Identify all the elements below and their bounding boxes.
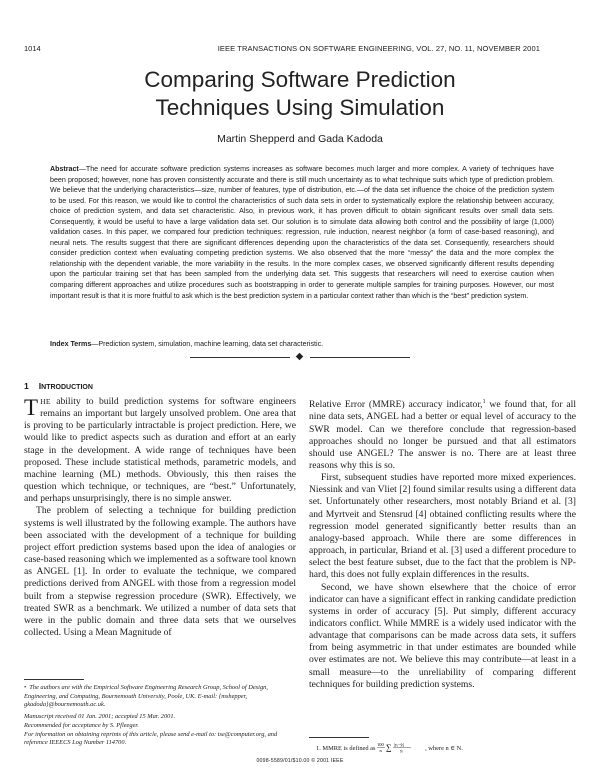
paragraph: The problem of selecting a technique for building prediction systems is well illustrated by the following example. The authors have been associated with the development of a technique for building project effort prediction systems based upon the idea of analogies or case-based reasoning which we implemented as a software tool known as ANGEL [1]. In order to evaluate the technique, we compared predictions derived from ANGEL with those from a regression model built from a stepwise regression procedure (SWR). Effectively, we treated SWR as a benchmark. We utilized a number of data sets that were in the public domain and three data sets that we ourselves collected. Using a Mean Magnitude of: [24, 505, 296, 638]
footnote-rule-right: [309, 737, 369, 738]
footnote-received: Manuscript received 01 Jan. 2001; accepted 15 Mar. 2001.: [24, 713, 176, 721]
abstract: [50, 164, 554, 301]
svg-text:100: 100: [377, 742, 384, 747]
section-number: 1: [24, 381, 29, 391]
footnote-affiliation: [24, 684, 296, 710]
abstract-label: Abstract: [50, 165, 79, 173]
left-column: [24, 396, 296, 676]
paragraph-text: Relative Error (MMRE) accuracy indicator,: [309, 399, 483, 411]
paragraph: First, subsequent studies have reported more mixed experiences. Niessink and van Vliet [2] found similar results using a different data set. Unfortunately other researchers, most notably Briand et al. [3] and Myrtveit and Stensrud [4] obtained conflicting results where the regression model generated significantly better results than an analogy-based approach. While there are some differences in approach, in particular, Briand et al. [3] used a different procedure to select the best feature subset, due to the fact that the problem is NP-hard, this does not fully explain differences in the results.: [309, 472, 576, 581]
svg-text:|yᵢ−ŷᵢ|: |yᵢ−ŷᵢ|: [394, 742, 405, 747]
footnote-number: 1.: [316, 745, 321, 752]
bullet-icon: •: [24, 684, 27, 691]
paragraph-text: ability to build prediction systems for software engineers remains an important but largely unsolved problem. One area that is proving to be particularly intractable is project prediction. Here, we would like to predict aspects such as duration and effort at an early stage in the development. A wide range of techniques have been proposed. These include statistical methods, parametric models, and machine learning (ML) methods. Obviously, this then raises the question which technique, or techniques, are “best.” Unfortunately, and perhaps unsurprisingly, there is no simple answer.: [24, 396, 296, 505]
copyright: 0098-5589/01/$10.00 © 2001 IEEE: [256, 758, 344, 764]
footnote-marker: 1: [482, 399, 486, 405]
index-terms-label: Index Terms: [50, 340, 92, 348]
paragraph: [309, 396, 576, 472]
footnote-condition: , where n ∈ N.: [425, 745, 463, 752]
paragraph: Second, we have shown elsewhere that the choice of error indicator can have a significant effect in ranking candidate prediction systems in order of accuracy [5]. Put simply, different accuracy indicators conflict. While MMRE is a widely used indicator with the advantage that comparisons can be made across data sets, it suffers from being asymmetric in that under estimates are bounded while over estimates are not. We believe this may contribute—at least in a small measure—to the unreliability of comparing different techniques for building prediction systems.: [309, 581, 576, 690]
separator-line-left: [190, 357, 290, 358]
section-title-rest: NTRODUCTION: [41, 384, 93, 391]
footnote-text: MMRE is defined as: [322, 745, 376, 752]
drop-cap: T: [24, 396, 39, 420]
separator-line-right: [310, 357, 410, 358]
paper-title: [0, 66, 600, 122]
svg-text:yᵢ: yᵢ: [400, 748, 404, 753]
section-heading: [24, 381, 93, 391]
mmre-formula-icon: [377, 741, 425, 753]
footnotes: [24, 684, 296, 748]
title-line-2: Techniques Using Simulation: [155, 95, 445, 120]
footnote-reprints: For information on obtaining reprints of this article, please send e-mail to: tse@computer.org, and reference IEEECS Log Number 114700.: [24, 730, 278, 747]
paragraph: [24, 396, 296, 505]
svg-text:∑: ∑: [386, 743, 392, 752]
page-number: 1014: [24, 44, 41, 53]
small-caps-word: HE: [40, 397, 51, 406]
title-line-1: Comparing Software Prediction: [144, 67, 456, 92]
section-title-initial: I: [38, 381, 42, 391]
authors: Martin Shepperd and Gada Kadoda: [217, 133, 383, 145]
right-column: [309, 396, 576, 736]
separator-diamond-icon: [296, 353, 303, 360]
footnote-recommended: Recommended for acceptance by S. Pfleeger.: [24, 721, 139, 729]
paragraph-text: we found that, for all nine data sets, ANGEL had a better or equal level of accuracy to the SWR model. Can we therefore conclude that regression-based approaches should no longer be pursued and that all estimators should use ANGEL? The answer is no. There are at least three reasons why this is so.: [309, 399, 576, 471]
running-head: IEEE TRANSACTIONS ON SOFTWARE ENGINEERING, VOL. 27, NO. 11, NOVEMBER 2001: [217, 44, 540, 53]
affiliation-text: The authors are with the Empirical Software Engineering Research Group, School of Design, Engineering, and Computing, Bournemouth University, Poole, UK. E-mail: {mshepper, gkadoda}@bournemouth.ac.uk.: [24, 684, 268, 709]
section-separator: [190, 352, 410, 362]
footnote-rule: [24, 679, 84, 680]
index-terms-text: —Prediction system, simulation, machine learning, data set characteristic.: [91, 340, 324, 348]
svg-text:n: n: [379, 748, 382, 753]
index-terms: [50, 339, 554, 350]
footnote-mmre: [316, 741, 463, 753]
abstract-text: —The need for accurate software prediction systems increases as software becomes much larger and more complex. A variety of techniques have been proposed; however, none has proven consistently accurate and there is still much uncertainty as to what technique suits which type of prediction problem. We believe that the underlying characteristics—size, number of features, type of distribution, etc.—of the data set influence the choice of the prediction system to be used. For this reason, we would like to control the characteristics of such data sets in order to systematically explore the relationship between accuracy, choice of prediction system, and data set characteristic. Also, in previous work, it has proven difficult to obtain significant results over small data sets. Consequently, it would be useful to have a large validation data set. Our solution is to simulate data allowing both control and the possibility of large (1,000) validation cases. In this paper, we compared four prediction techniques: regression, rule induction, nearest neighbor (a form of case-based reasoning), and neural nets. The results suggest that there are significant differences depending upon the characteristics of the data set. Consequently, researchers should consider prediction context when evaluating competing prediction systems. We also observed that the more “messy” the data and the more complex the relationship with the dependent variable, the more variability in the results. In the more complex cases, we observed significantly different results depending upon the particular training set that has been sampled from the underlying data set. This suggests that researchers will need to exercise caution when comparing different approaches and utilize procedures such as bootstrapping in order to generate multiple samples for training purposes. However, our most important result is that it is more fruitful to ask which is the best prediction system in a particular context rather than which is the “best” prediction system.: [50, 165, 554, 300]
